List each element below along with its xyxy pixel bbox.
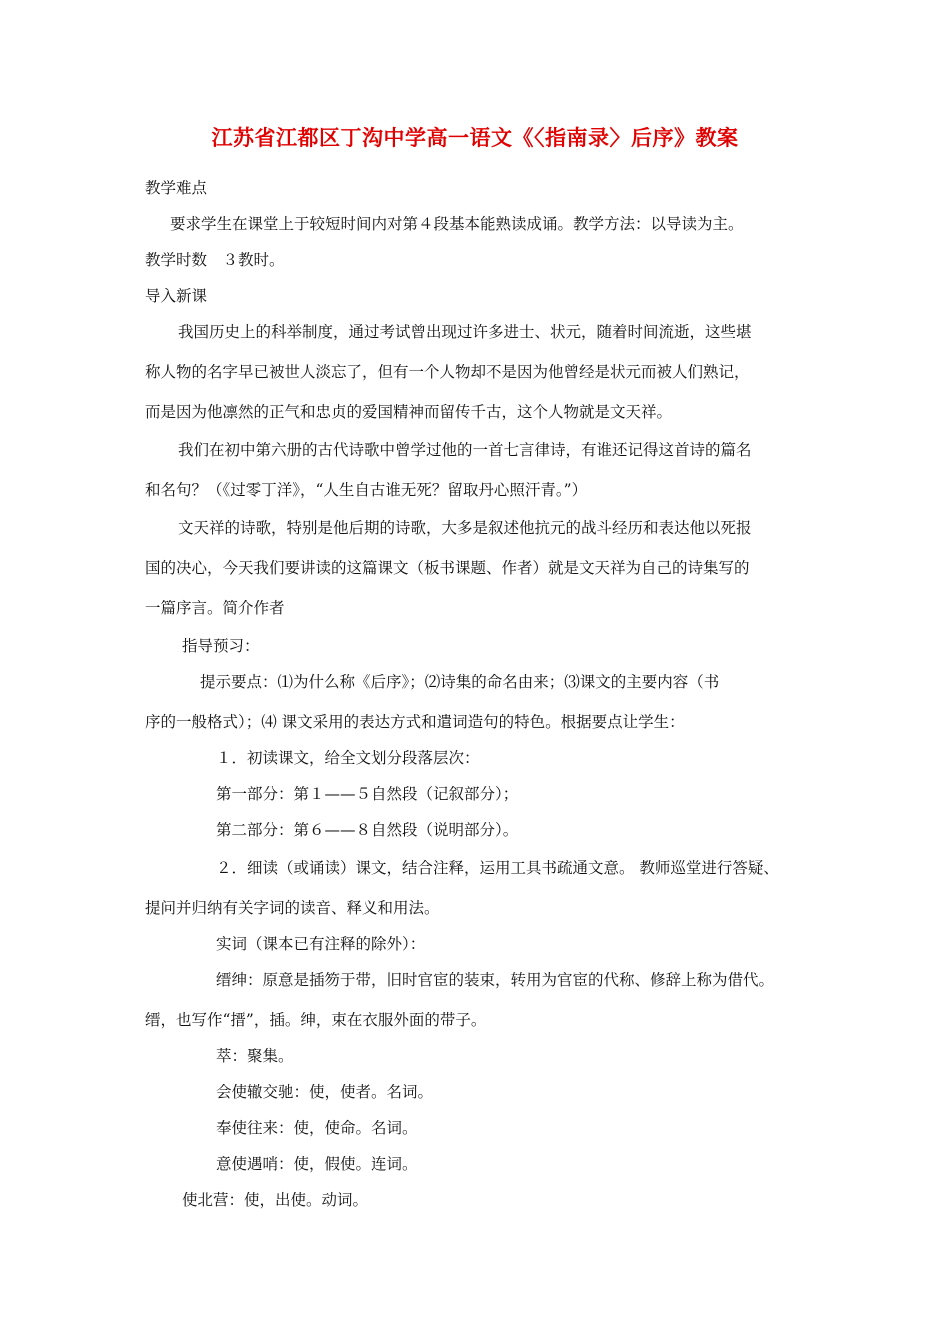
paragraph-line: 我们在初中第六册的古代诗歌中曾学过他的一首七言律诗，有谁还记得这首诗的篇名 (178, 441, 752, 459)
paragraph-line: 而是因为他凛然的正气和忠贞的爱国精神而留传千古，这个人物就是文天祥。 (145, 403, 673, 421)
list-item: 第二部分：第６——８自然段（说明部分）。 (216, 821, 519, 839)
paragraph-line: 文天祥的诗歌，特别是他后期的诗歌，大多是叙述他抗元的战斗经历和表达他以死报 (178, 519, 752, 537)
paragraph-line: 提示要点：⑴为什么称《后序》；⑵诗集的命名由来；⑶课文的主要内容（书 (200, 673, 720, 691)
section-heading: 实词（课本已有注释的除外）： (216, 935, 426, 953)
paragraph-line: 要求学生在课堂上于较短时间内对第４段基本能熟读成诵。教学方法：以导读为主。 (170, 215, 744, 233)
document-title: 江苏省江都区丁沟中学高一语文《〈指南录〉后序》教案 (211, 126, 739, 150)
list-item: ２．细读（或诵读）课文，结合注释，运用工具书疏通文意。 教师巡堂进行答疑、 (216, 859, 779, 877)
definition-line: 奉使往来：使，使命。名词。 (216, 1119, 418, 1137)
teaching-hours-line: 教学时数 ３教时。 (145, 251, 285, 269)
paragraph-line: 和名句？（《过零丁洋》，“人生自古谁无死？留取丹心照汗青。”） (145, 481, 588, 499)
paragraph-line: 国的决心，今天我们要讲读的这篇课文（板书课题、作者）就是文天祥为自己的诗集写的 (145, 559, 750, 577)
paragraph-line: 序的一般格式）；⑷ 课文采用的表达方式和遣词造句的特色。根据要点让学生： (145, 713, 685, 731)
definition-line: 萃：聚集。 (216, 1047, 294, 1065)
list-item: １．初读课文，给全文划分段落层次： (216, 749, 480, 767)
heading-teaching-difficulty: 教学难点 (145, 179, 208, 197)
paragraph-line: 提问并归纳有关字词的读音、释义和用法。 (145, 899, 440, 917)
definition-line: 使北营：使，出使。动词。 (182, 1191, 369, 1209)
definition-line: 意使遇哨：使，假使。连词。 (216, 1155, 418, 1173)
definition-line: 缙，也写作“搢”，插。绅，束在衣服外面的带子。 (145, 1011, 487, 1029)
paragraph-line: 一篇序言。简介作者 (145, 599, 285, 617)
paragraph-line: 我国历史上的科举制度，通过考试曾出现过许多进士、状元，随着时间流逝，这些堪 (178, 323, 752, 341)
definition-line: 缙绅：原意是插笏于带，旧时官宦的装束，转用为官宦的代称、修辞上称为借代。 (216, 971, 775, 989)
list-item: 第一部分：第１——５自然段（记叙部分）； (216, 785, 519, 803)
heading-preview-guide: 指导预习： (182, 637, 260, 655)
paragraph-line: 称人物的名字早已被世人淡忘了，但有一个人物却不是因为他曾经是状元而被人们熟记， (145, 363, 750, 381)
definition-line: 会使辙交驰：使，使者。名词。 (216, 1083, 434, 1101)
heading-introduction: 导入新课 (145, 287, 208, 305)
